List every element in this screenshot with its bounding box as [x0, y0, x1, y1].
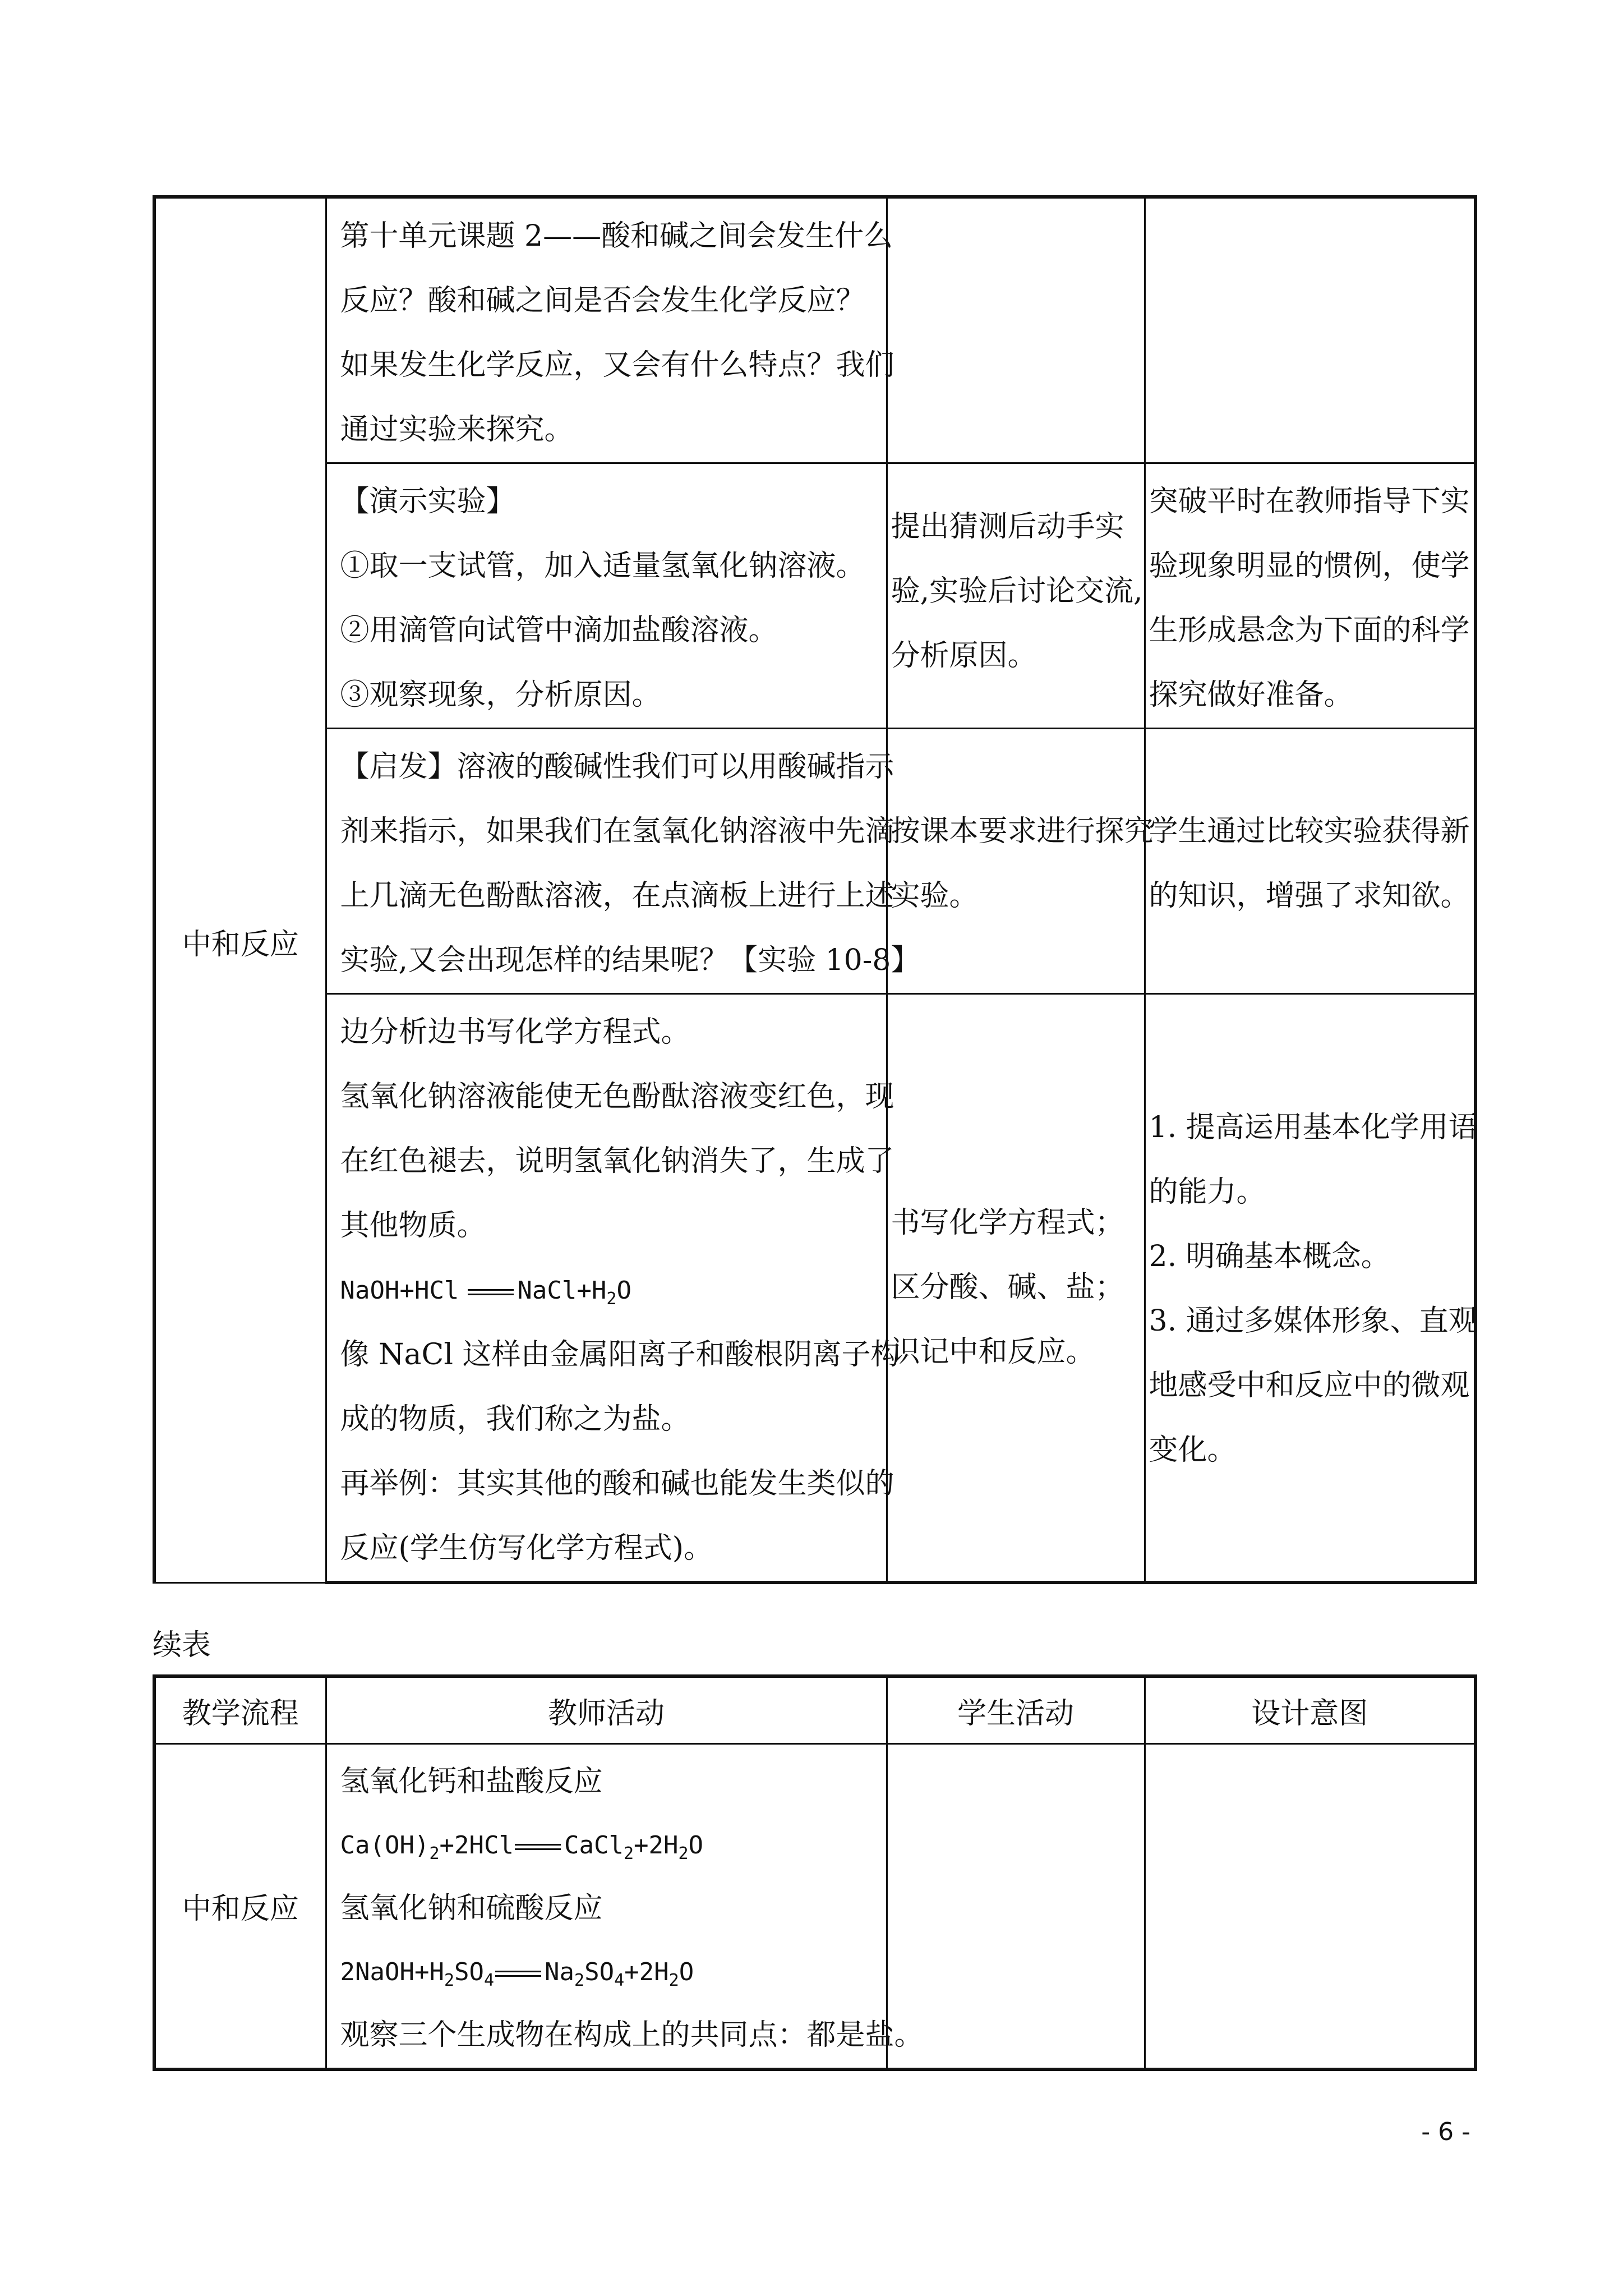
equation-line [340, 1940, 877, 2004]
text-line: 区分酸、碱、盐； [891, 1271, 1124, 1304]
eq-part: O [679, 1958, 694, 1986]
design-cell [1145, 1744, 1476, 2069]
equals-sign [495, 1971, 541, 1977]
text-line: 【演示实验】 [340, 485, 515, 518]
eq-part: O [688, 1831, 704, 1860]
equation-right: NaCl+H [517, 1276, 607, 1305]
design-cell-2 [1145, 463, 1476, 729]
design-cell-3 [1145, 729, 1476, 994]
text-line: 氢氧化钙和盐酸反应 [340, 1765, 603, 1798]
eq-part: CaCl [564, 1831, 624, 1860]
subscript: 2 [668, 1970, 679, 1990]
header-student: 学生活动 [887, 1676, 1145, 1744]
text-line: 探究做好准备。 [1149, 678, 1353, 712]
student-cell-4 [887, 994, 1145, 1583]
subscript: 2 [606, 1289, 617, 1309]
text-line: 实验。 [891, 879, 979, 913]
teacher-cell-2 [326, 463, 887, 729]
text-line: 像 NaCl 这样由金属阳离子和酸根阴离子构 [340, 1338, 900, 1372]
text-line: 观察三个生成物在构成上的共同点：都是盐。 [340, 2018, 924, 2052]
equation-left: NaOH+HCl [340, 1276, 459, 1305]
subscript: 4 [483, 1970, 495, 1990]
equation-line [340, 1258, 877, 1323]
text-line: 上几滴无色酚酞溶液，在点滴板上进行上述 [340, 879, 895, 913]
subscript: 2 [678, 1843, 689, 1864]
text-line: 成的物质，我们称之为盐。 [340, 1402, 690, 1436]
text-line: 剂来指示，如果我们在氢氧化钠溶液中先滴 [340, 815, 895, 848]
equals-sign [515, 1844, 561, 1850]
student-cell-2 [887, 463, 1145, 729]
text-line: ①取一支试管，加入适量氢氧化钠溶液。 [340, 549, 865, 583]
text-line: 再举例：其实其他的酸和碱也能发生类似的 [340, 1467, 895, 1501]
text-line: 【启发】溶液的酸碱性我们可以用酸碱指示 [340, 750, 895, 784]
eq-part: Na [545, 1958, 575, 1986]
text-line: 氢氧化钠溶液能使无色酚酞溶液变红色，现 [340, 1080, 895, 1114]
equation-tail: O [616, 1276, 631, 1305]
stage-cell [154, 197, 326, 1582]
design-cell-1 [1145, 197, 1476, 463]
subscript: 2 [429, 1843, 440, 1864]
stage-label: 中和反应 [182, 1892, 299, 1926]
page-number: - 6 - [1421, 2118, 1470, 2146]
teacher-cell-1 [326, 197, 895, 463]
continued-lesson-table [153, 1674, 1477, 2071]
text-line: 反应(学生仿写化学方程式)。 [340, 1531, 713, 1565]
header-design: 设计意图 [1145, 1676, 1476, 1744]
text-line: 按课本要求进行探究 [891, 815, 1154, 848]
text-line: 的能力。 [1149, 1175, 1266, 1209]
teacher-cell-4 [326, 994, 900, 1583]
text-line: 氢氧化钠和硫酸反应 [340, 1892, 603, 1925]
text-line: 在红色褪去，说明氢氧化钠消失了，生成了 [340, 1144, 895, 1178]
text-line: 变化。 [1149, 1433, 1237, 1467]
subscript: 2 [574, 1970, 585, 1990]
text-line: 识记中和反应。 [891, 1335, 1095, 1369]
eq-part: SO [584, 1958, 615, 1986]
text-line: 提出猜测后动手实 [891, 510, 1124, 544]
eq-part: Ca(OH) [340, 1831, 430, 1860]
lesson-table [153, 195, 1477, 1584]
text-line: ②用滴管向试管中滴加盐酸溶液。 [340, 614, 778, 647]
student-cell-3 [887, 729, 1154, 994]
text-line: 3. 通过多媒体形象、直观 [1149, 1304, 1478, 1338]
header-teacher: 教师活动 [326, 1676, 887, 1744]
text-line: 如果发生化学反应，又会有什么特点？我们 [340, 348, 895, 382]
design-cell-4 [1145, 994, 1476, 1583]
continued-table-label: 续表 [153, 1628, 211, 1662]
text-line: 的知识，增强了求知欲。 [1149, 879, 1470, 913]
equals-sign [468, 1289, 514, 1295]
text-line: 验现象明显的惯例，使学 [1149, 549, 1470, 583]
student-cell-1 [887, 197, 1145, 463]
text-line: 分析原因。 [891, 639, 1037, 673]
text-line: 2. 明确基本概念。 [1149, 1240, 1390, 1273]
teacher-cell [326, 1744, 924, 2069]
text-line: 边分析边书写化学方程式。 [340, 1015, 690, 1049]
subscript: 2 [444, 1970, 454, 1990]
stage-label: 中和反应 [182, 928, 299, 962]
subscript: 2 [623, 1843, 634, 1864]
eq-part: +2H [634, 1831, 679, 1860]
subscript: 4 [614, 1970, 625, 1990]
text-line: 1. 提高运用基本化学用语 [1149, 1111, 1478, 1144]
text-line: 反应？酸和碱之间是否会发生化学反应？ [340, 284, 865, 318]
teacher-cell-3 [326, 729, 920, 994]
text-line: 通过实验来探究。 [340, 413, 574, 447]
text-line: 突破平时在教师指导下实 [1149, 485, 1470, 518]
text-line: ③观察现象，分析原因。 [340, 678, 661, 712]
student-cell [887, 1744, 1145, 2069]
text-line: 实验,又会出现怎样的结果呢？【实验 10-8】 [340, 944, 920, 977]
eq-part: 2NaOH+H [340, 1958, 444, 1986]
text-line: 地感受中和反应中的微观 [1149, 1369, 1470, 1402]
text-line: 生形成悬念为下面的科学 [1149, 614, 1470, 647]
header-process: 教学流程 [154, 1676, 326, 1744]
eq-part: SO [454, 1958, 484, 1986]
text-line: 验,实验后讨论交流, [891, 574, 1143, 608]
text-line: 其他物质。 [340, 1209, 486, 1243]
text-line: 学生通过比较实验获得新 [1149, 815, 1470, 848]
eq-part: +2H [624, 1958, 669, 1986]
text-line: 第十单元课题 2——酸和碱之间会发生什么 [340, 219, 893, 253]
stage-cell [154, 1744, 326, 2069]
equation-line [340, 1814, 877, 1877]
eq-part: +2HCl [439, 1831, 514, 1860]
text-line: 书写化学方程式； [891, 1206, 1124, 1240]
